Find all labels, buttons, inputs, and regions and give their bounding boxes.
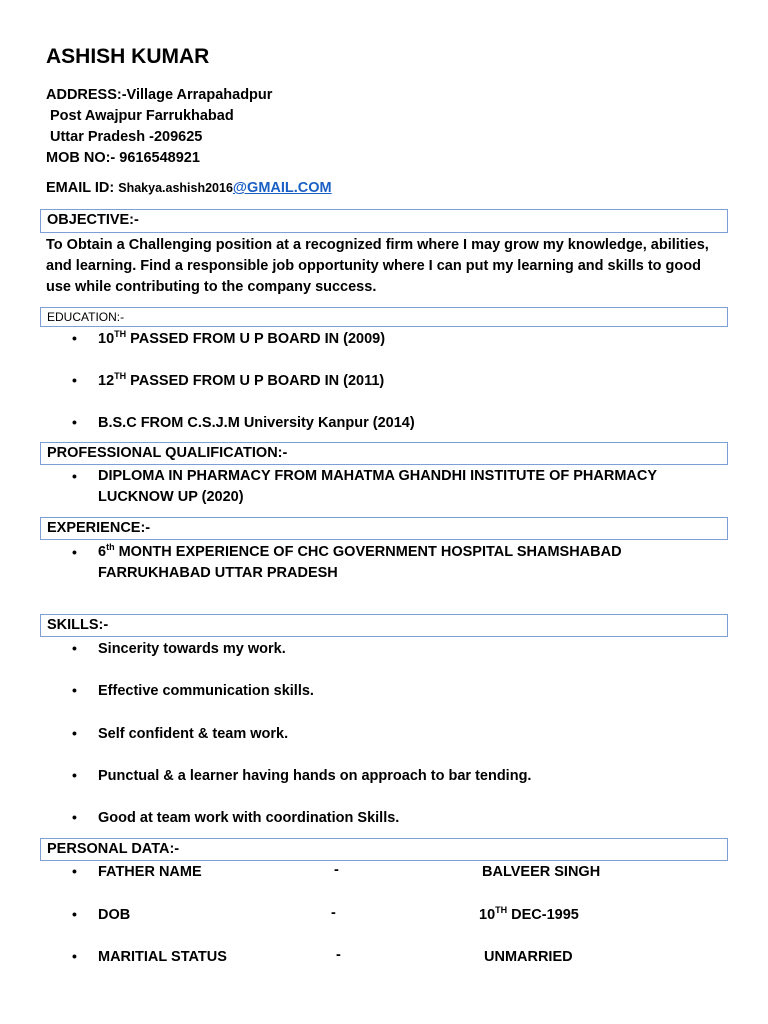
personal-data-heading: PERSONAL DATA:- bbox=[40, 838, 728, 861]
education-item-2: 12TH PASSED FROM U P BOARD IN (2011) bbox=[98, 371, 385, 389]
bullet-icon: • bbox=[72, 863, 77, 879]
address-line-1: ADDRESS:-Village Arrapahadpur bbox=[46, 87, 273, 103]
dob-label: DOB bbox=[98, 907, 131, 923]
bullet-icon: • bbox=[72, 906, 77, 922]
bullet-icon: • bbox=[72, 330, 77, 346]
father-name-value: BALVEER SINGH bbox=[482, 864, 601, 880]
marital-status-value: UNMARRIED bbox=[484, 949, 573, 965]
skill-item: Sincerity towards my work. bbox=[98, 641, 286, 657]
bullet-icon: • bbox=[72, 682, 77, 698]
skill-item: Effective communication skills. bbox=[98, 683, 314, 699]
email-user: Shakya.ashish2016 bbox=[118, 181, 233, 195]
separator-dash: - bbox=[336, 947, 341, 963]
bullet-icon: • bbox=[72, 767, 77, 783]
bullet-icon: • bbox=[72, 948, 77, 964]
email-row bbox=[46, 180, 332, 196]
objective-text: To Obtain a Challenging position at a recognized firm where I may grow my knowledge, abilities, and learning. Find a responsible job opportunity where I can put my learning and skills to good use while contributing to the company success. bbox=[46, 237, 709, 295]
experience-item-line-2: FARRUKHABAD UTTAR PRADESH bbox=[98, 565, 338, 581]
bullet-icon: • bbox=[72, 544, 77, 560]
father-name-label: FATHER NAME bbox=[98, 864, 202, 880]
bullet-icon: • bbox=[72, 372, 77, 388]
qualification-item-line-2: LUCKNOW UP (2020) bbox=[98, 489, 244, 505]
email-link[interactable]: @GMAIL.COM bbox=[232, 180, 332, 196]
separator-dash: - bbox=[334, 862, 339, 878]
email-label: EMAIL ID: bbox=[46, 180, 115, 196]
experience-item-line-1: 6th MONTH EXPERIENCE OF CHC GOVERNMENT HOSPITAL SHAMSHABAD bbox=[98, 542, 622, 560]
bullet-icon: • bbox=[72, 414, 77, 430]
experience-heading: EXPERIENCE:- bbox=[40, 517, 728, 540]
address-line-2: Post Awajpur Farrukhabad bbox=[50, 108, 234, 124]
qualification-heading: PROFESSIONAL QUALIFICATION:- bbox=[40, 442, 728, 465]
skill-item: Good at team work with coordination Skills. bbox=[98, 810, 400, 826]
skill-item: Self confident & team work. bbox=[98, 726, 289, 742]
bullet-icon: • bbox=[72, 640, 77, 656]
objective-heading: OBJECTIVE:- bbox=[40, 209, 728, 233]
dob-value: 10TH DEC-1995 bbox=[479, 905, 579, 923]
qualification-item-line-1: DIPLOMA IN PHARMACY FROM MAHATMA GHANDHI INSTITUTE OF PHARMACY bbox=[98, 468, 658, 484]
skill-item: Punctual & a learner having hands on approach to bar tending. bbox=[98, 768, 532, 784]
separator-dash: - bbox=[331, 905, 336, 921]
marital-status-label: MARITIAL STATUS bbox=[98, 949, 227, 965]
skills-heading: SKILLS:- bbox=[40, 614, 728, 637]
bullet-icon: • bbox=[72, 809, 77, 825]
candidate-name: ASHISH KUMAR bbox=[46, 45, 210, 68]
education-item-1: 10TH PASSED FROM U P BOARD IN (2009) bbox=[98, 329, 386, 347]
mobile-number: MOB NO:- 9616548921 bbox=[46, 150, 200, 166]
address-line-3: Uttar Pradesh -209625 bbox=[50, 129, 203, 145]
bullet-icon: • bbox=[72, 725, 77, 741]
education-item-3: B.S.C FROM C.S.J.M University Kanpur (2014) bbox=[98, 415, 415, 431]
bullet-icon: • bbox=[72, 468, 77, 484]
education-heading: EDUCATION:- bbox=[40, 307, 728, 327]
